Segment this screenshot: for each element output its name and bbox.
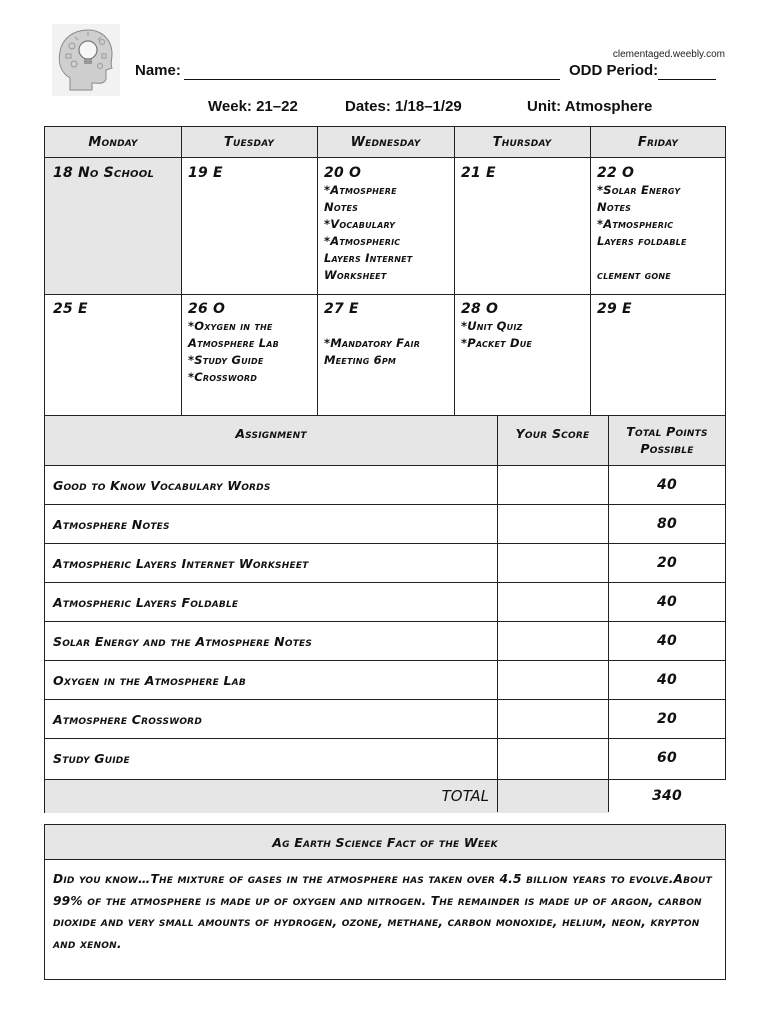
day-header-tuesday: Tuesday <box>223 135 275 150</box>
cell-date: 19 E <box>188 165 223 181</box>
day-header-monday: Monday <box>88 135 138 150</box>
calendar-cell-fri-22 <box>597 164 723 284</box>
assignment-points: 40 <box>657 633 677 649</box>
calendar-cell-tue-26 <box>188 300 312 386</box>
calendar-cell-mon-18 <box>53 164 177 182</box>
unit-label: Unit: Atmosphere <box>527 98 653 115</box>
assignment-points: 40 <box>657 672 677 688</box>
cell-item: *Unit Quiz <box>461 319 523 333</box>
cell-date: 22 O <box>597 165 635 181</box>
cell-item: *Solar Energy <box>597 183 681 197</box>
cell-date: 26 O <box>188 301 226 317</box>
cell-date: 20 O <box>324 165 362 181</box>
cell-date: 29 E <box>597 301 632 317</box>
website-url: clementaged.weebly.com <box>612 49 725 60</box>
weekly-calendar <box>44 126 726 416</box>
cell-item: *Atmospheric <box>324 234 401 248</box>
assignment-name: Atmosphere Crossword <box>53 712 202 727</box>
assignment-name: Solar Energy and the Atmosphere Notes <box>53 634 313 649</box>
assignment-name: Atmospheric Layers Foldable <box>53 595 239 610</box>
calendar-cell-wed-27 <box>324 300 450 369</box>
cell-item: Worksheet <box>324 268 387 282</box>
cell-item: *Crossword <box>188 370 258 384</box>
table-row <box>45 544 725 583</box>
day-header-friday: Friday <box>637 135 679 150</box>
calendar-cell-thu-28 <box>461 300 585 352</box>
points-header-line1: Total Points <box>626 424 708 439</box>
calendar-cell-tue-19 <box>188 164 312 182</box>
cell-item: *Vocabulary <box>324 217 396 231</box>
cell-item: *Mandatory Fair <box>324 336 421 350</box>
score-column-header: Your Score <box>515 426 590 441</box>
table-row <box>45 622 725 661</box>
head-lightbulb-icon <box>52 24 120 96</box>
fact-body: Did you know…The mixture of gases in the atmosphere has taken over 4.5 billion years to evolve.About 99% of the atmosphere is made up of oxygen and nitrogen. The remainder is made up of argon, carbon dioxide and very small amounts of hydrogen, ozone, methane, carbon monoxide, helium, neon, krypton and xenon. <box>53 872 712 951</box>
table-row <box>45 583 725 622</box>
column-divider <box>590 127 591 415</box>
cell-item: *Study Guide <box>188 353 264 367</box>
fact-of-the-week-box <box>44 824 726 980</box>
assignment-points: 80 <box>657 516 677 532</box>
name-label: Name: <box>135 62 181 79</box>
assignment-name: Atmospheric Layers Internet Worksheet <box>53 556 309 571</box>
points-column-header <box>608 423 726 457</box>
cell-item <box>597 250 723 267</box>
dates-label: Dates: 1/18–1/29 <box>345 98 462 115</box>
total-row <box>45 780 725 813</box>
cell-date: 28 O <box>461 301 499 317</box>
assignment-table <box>44 416 726 813</box>
table-row <box>45 700 725 739</box>
cell-item: Atmosphere Lab <box>188 336 279 350</box>
column-divider <box>317 127 318 415</box>
cell-item: *Atmospheric <box>597 217 674 231</box>
day-header-thursday: Thursday <box>492 135 552 150</box>
cell-item: Notes <box>324 200 359 214</box>
cell-item: *Packet Due <box>461 336 533 350</box>
score-column-divider <box>497 416 498 812</box>
cell-item: clement gone <box>597 268 671 282</box>
table-row <box>45 505 725 544</box>
calendar-cell-fri-29 <box>597 300 723 318</box>
assignment-name: Oxygen in the Atmosphere Lab <box>53 673 246 688</box>
calendar-header-row <box>45 127 725 158</box>
assignment-name: Study Guide <box>53 751 130 766</box>
table-row <box>45 661 725 700</box>
fact-title: Ag Earth Science Fact of the Week <box>45 825 725 860</box>
calendar-cell-mon-25 <box>53 300 177 318</box>
cell-item: *Atmosphere <box>324 183 397 197</box>
assignment-points: 20 <box>657 555 677 571</box>
cell-item: Notes <box>597 200 632 214</box>
points-header-line2: Possible <box>640 441 694 456</box>
assignment-name: Atmosphere Notes <box>53 517 170 532</box>
cell-item: *Oxygen in the <box>188 319 273 333</box>
name-field[interactable] <box>184 79 560 80</box>
cell-item <box>324 318 450 335</box>
column-divider <box>454 127 455 415</box>
cell-item: Meeting 6pm <box>324 353 397 367</box>
table-row <box>45 466 725 505</box>
week-divider <box>45 294 725 295</box>
week-label: Week: 21–22 <box>208 98 298 115</box>
column-divider <box>181 127 182 415</box>
assignment-points: 40 <box>657 477 677 493</box>
cell-date: 18 No School <box>53 165 155 181</box>
assignment-points: 40 <box>657 594 677 610</box>
cell-date: 27 E <box>324 301 359 317</box>
assignment-column-header: Assignment <box>235 426 307 441</box>
period-field[interactable] <box>658 79 716 80</box>
cell-item: Layers Internet <box>324 251 413 265</box>
cell-item: Layers foldable <box>597 234 687 248</box>
calendar-cell-thu-21 <box>461 164 585 182</box>
assignment-name: Good to Know Vocabulary Words <box>53 478 271 493</box>
cell-date: 25 E <box>53 301 88 317</box>
assignment-points: 20 <box>657 711 677 727</box>
assignment-points: 60 <box>657 750 677 766</box>
period-label: ODD Period: <box>569 62 659 79</box>
points-column-divider <box>608 416 609 812</box>
calendar-cell-wed-20 <box>324 164 450 284</box>
day-header-wednesday: Wednesday <box>350 135 421 150</box>
total-label: TOTAL <box>441 787 489 805</box>
table-row <box>45 739 725 780</box>
cell-date: 21 E <box>461 165 496 181</box>
total-value: 340 <box>608 780 726 813</box>
